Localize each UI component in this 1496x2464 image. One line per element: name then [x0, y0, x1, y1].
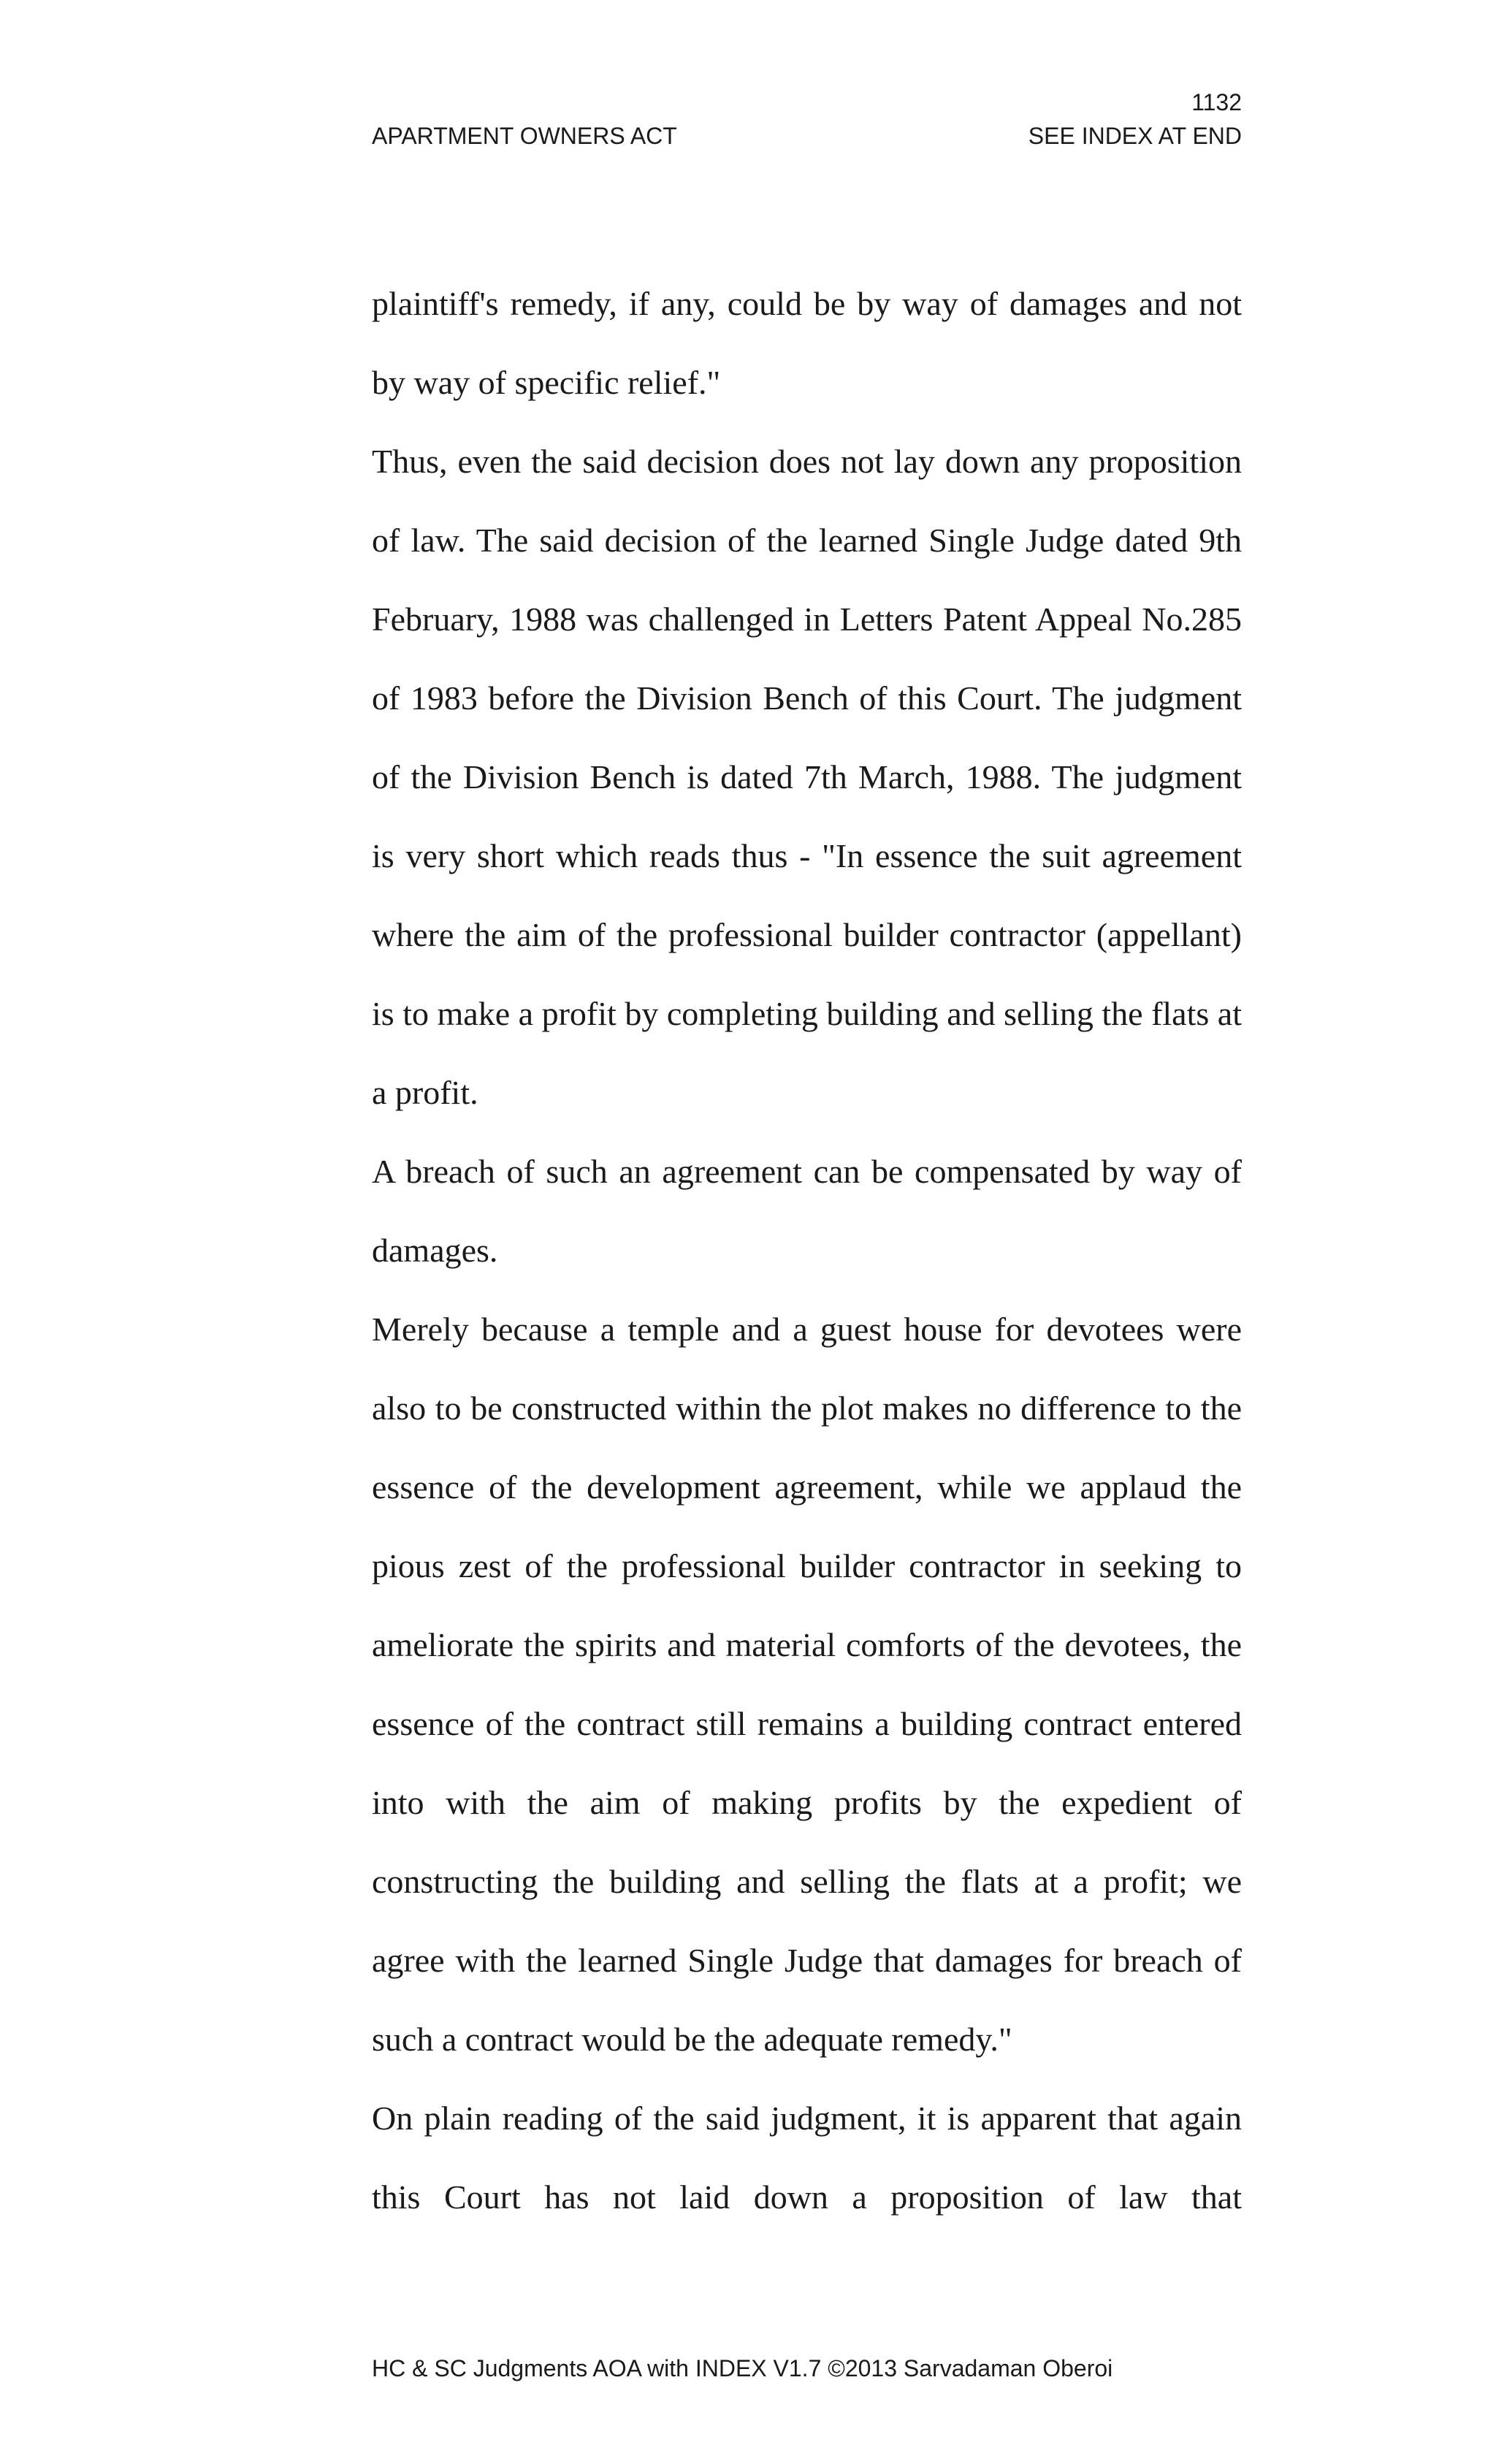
- paragraph-1: plaintiff's remedy, if any, could be by way of damages and not by way of specific relief.": [372, 285, 1242, 401]
- body-text: [372, 264, 1242, 2237]
- paragraph-5: On plain reading of the said judgment, it is apparent that again this Court has not laid down a proposition of law that: [372, 2099, 1242, 2216]
- paragraph-2: Thus, even the said decision does not lay down any proposition of law. The said decision of the learned Single Judge dated 9th February, 1988 was challenged in Letters Patent Appeal No.285 of 1983 before the Division Bench of this Court. The judgment of the Division Bench is dated 7th March, 1988. The judgment is very short which reads thus - "In essence the suit agreement where the aim of the professional builder contractor (appellant) is to make a profit by completing building and selling the flats at a profit.: [372, 443, 1242, 1111]
- page-number: 1132: [1191, 89, 1242, 115]
- running-head-index-note: SEE INDEX AT END: [1028, 123, 1242, 149]
- paragraph-4: Merely because a temple and a guest house for devotees were also to be constructed within the plot makes no difference to the essence of the development agreement, while we applaud the pious zest of the professional builder contractor in seeking to ameliorate the spirits and material comforts of the devotees, the essence of the contract still remains a building contract entered into with the aim of making profits by the expedient of constructing the building and selling the flats at a profit; we agree with the learned Single Judge that damages for breach of such a contract would be the adequate remedy.": [372, 1311, 1242, 2058]
- paragraph-3: A breach of such an agreement can be compensated by way of damages.: [372, 1153, 1242, 1269]
- running-head-title: APARTMENT OWNERS ACT: [372, 123, 677, 149]
- footer-copyright: HC & SC Judgments AOA with INDEX V1.7 ©2013 Sarvadaman Oberoi: [372, 2355, 1113, 2381]
